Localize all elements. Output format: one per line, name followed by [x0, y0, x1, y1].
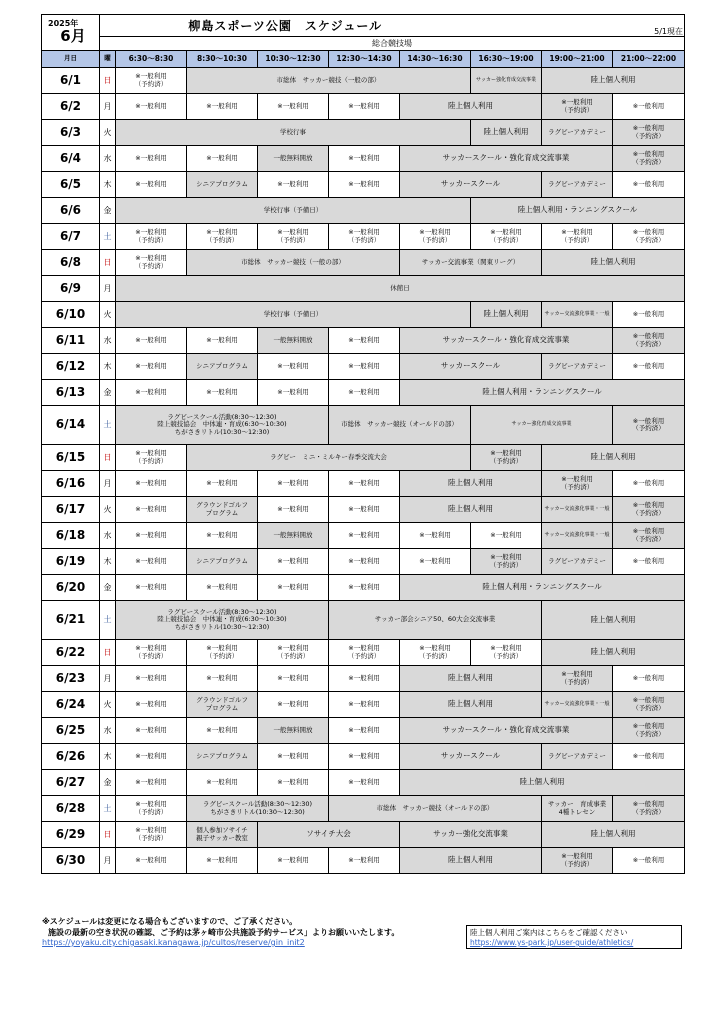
- schedule-cell: ラグビースクール活動(8:30～12:30) 陸上競技協会 中体連・育成(6:30～10:30) ちがさきリトル(10:30～12:30): [116, 406, 329, 445]
- date-cell: 6/13: [42, 380, 100, 406]
- schedule-cell: ※一般利用: [329, 744, 400, 770]
- schedule-row: [42, 575, 685, 601]
- schedule-cell: ※一般利用: [258, 666, 329, 692]
- schedule-row: [42, 302, 685, 328]
- date-cell: 6/17: [42, 497, 100, 523]
- schedule-cell: 一般無料開放: [258, 718, 329, 744]
- athletics-info-text: 陸上個人利用ご案内はこちらをご確認ください: [470, 928, 628, 937]
- schedule-cell: ラグビー ミニ・ミルキー春季交流大会: [187, 445, 471, 471]
- schedule-cell: ※一般利用: [613, 848, 685, 874]
- schedule-cell: ※一般利用: [329, 666, 400, 692]
- schedule-cell: ※一般利用 （予約済）: [542, 224, 613, 250]
- schedule-cell: ※一般利用: [258, 497, 329, 523]
- schedule-cell: シニアプログラム: [187, 549, 258, 575]
- date-cell: 6/1: [42, 68, 100, 94]
- schedule-row: [42, 549, 685, 575]
- slot-header: 10:30～12:30: [258, 51, 329, 68]
- schedule-cell: サッカー強化育成交流事業: [471, 68, 542, 94]
- schedule-cell: ※一般利用: [116, 666, 187, 692]
- schedule-cell: ※一般利用 （予約済）: [471, 445, 542, 471]
- schedule-cell: ※一般利用: [400, 523, 471, 549]
- schedule-cell: ラグビーアカデミー: [542, 354, 613, 380]
- weekday-cell: 日: [100, 250, 116, 276]
- schedule-cell: 市総体 サッカー競技（一般の部）: [187, 68, 471, 94]
- slot-header: 19:00～21:00: [542, 51, 613, 68]
- schedule-row: [42, 744, 685, 770]
- schedule-row: [42, 822, 685, 848]
- schedule-cell: ※一般利用 （予約済）: [542, 471, 613, 497]
- schedule-cell: ※一般利用: [329, 354, 400, 380]
- schedule-cell: ※一般利用: [187, 666, 258, 692]
- schedule-row: [42, 666, 685, 692]
- schedule-cell: 陸上個人利用: [400, 471, 542, 497]
- schedule-cell: ※一般利用: [258, 744, 329, 770]
- schedule-cell: ※一般利用: [329, 718, 400, 744]
- schedule-cell: 陸上個人利用: [400, 770, 685, 796]
- date-cell: 6/28: [42, 796, 100, 822]
- schedule-row: [42, 380, 685, 406]
- schedule-cell: ※一般利用: [613, 302, 685, 328]
- schedule-cell: ※一般利用 （予約済）: [116, 68, 187, 94]
- schedule-cell: ※一般利用: [116, 471, 187, 497]
- schedule-cell: ※一般利用: [329, 497, 400, 523]
- schedule-cell: サッカースクール・強化育成交流事業: [400, 718, 613, 744]
- schedule-cell: ※一般利用: [329, 94, 400, 120]
- schedule-cell: 学校行事: [116, 120, 471, 146]
- schedule-cell: 陸上個人利用: [400, 848, 542, 874]
- schedule-row: [42, 471, 685, 497]
- schedule-cell: 陸上個人利用: [471, 302, 542, 328]
- schedule-cell: シニアプログラム: [187, 172, 258, 198]
- schedule-cell: 学校行事（予備日）: [116, 198, 471, 224]
- schedule-cell: 陸上個人利用: [542, 445, 685, 471]
- weekday-cell: 月: [100, 666, 116, 692]
- schedule-cell: 陸上個人利用: [400, 666, 542, 692]
- schedule-cell: ※一般利用 （予約済）: [400, 640, 471, 666]
- weekday-cell: 水: [100, 718, 116, 744]
- schedule-cell: ※一般利用: [116, 718, 187, 744]
- schedule-cell: ※一般利用: [187, 718, 258, 744]
- date-cell: 6/10: [42, 302, 100, 328]
- schedule-cell: ※一般利用 （予約済）: [258, 640, 329, 666]
- weekday-cell: 土: [100, 224, 116, 250]
- schedule-cell: ※一般利用: [258, 94, 329, 120]
- schedule-cell: ※一般利用: [471, 523, 542, 549]
- schedule-row: [42, 250, 685, 276]
- date-cell: 6/8: [42, 250, 100, 276]
- schedule-row: [42, 94, 685, 120]
- slot-header: 12:30～14:30: [329, 51, 400, 68]
- schedule-cell: ※一般利用: [258, 549, 329, 575]
- schedule-row: [42, 601, 685, 640]
- schedule-cell: 市総体 サッカー競技（一般の部）: [187, 250, 400, 276]
- schedule-cell: ※一般利用: [258, 575, 329, 601]
- schedule-row: [42, 198, 685, 224]
- weekday-cell: 木: [100, 744, 116, 770]
- date-cell: 6/22: [42, 640, 100, 666]
- schedule-cell: ※一般利用: [329, 575, 400, 601]
- date-cell: 6/26: [42, 744, 100, 770]
- as-of-date: 5/1現在: [471, 15, 685, 37]
- schedule-cell: ※一般利用: [329, 770, 400, 796]
- schedule-cell: シニアプログラム: [187, 744, 258, 770]
- schedule-row: [42, 68, 685, 94]
- schedule-cell: ※一般利用: [329, 471, 400, 497]
- schedule-cell: ※一般利用: [116, 692, 187, 718]
- schedule-cell: ※一般利用: [187, 770, 258, 796]
- schedule-cell: サッカースクール: [400, 172, 542, 198]
- schedule-row: [42, 406, 685, 445]
- athletics-info-box: [466, 925, 682, 949]
- reservation-link[interactable]: https://yoyaku.city.chigasaki.kanagawa.jp/cultos/reserve/gin_init2: [42, 938, 305, 947]
- date-cell: 6/12: [42, 354, 100, 380]
- schedule-cell: ※一般利用: [116, 380, 187, 406]
- weekday-cell: 木: [100, 172, 116, 198]
- schedule-row: [42, 328, 685, 354]
- date-cell: 6/24: [42, 692, 100, 718]
- schedule-cell: ラグビーアカデミー: [542, 549, 613, 575]
- schedule-cell: ラグビーアカデミー: [542, 172, 613, 198]
- weekday-cell: 木: [100, 549, 116, 575]
- schedule-cell: ※一般利用: [258, 848, 329, 874]
- date-cell: 6/2: [42, 94, 100, 120]
- weekday-cell: 日: [100, 640, 116, 666]
- date-cell: 6/29: [42, 822, 100, 848]
- schedule-cell: ※一般利用: [329, 328, 400, 354]
- schedule-cell: 陸上個人利用: [400, 692, 542, 718]
- schedule-cell: ※一般利用 （予約済）: [258, 224, 329, 250]
- schedule-cell: ※一般利用 （予約済）: [471, 640, 542, 666]
- facility-name: 総合競技場: [100, 37, 685, 51]
- year-month-cell: [42, 15, 100, 51]
- schedule-cell: サッカー交流強化事業・一般: [542, 497, 613, 523]
- schedule-cell: ※一般利用: [116, 172, 187, 198]
- schedule-cell: ※一般利用 （予約済）: [116, 250, 187, 276]
- schedule-cell: ※一般利用 （予約済）: [116, 640, 187, 666]
- schedule-cell: 陸上個人利用: [542, 601, 685, 640]
- schedule-cell: サッカー交流強化事業・一般: [542, 523, 613, 549]
- schedule-cell: ※一般利用: [116, 744, 187, 770]
- schedule-row: [42, 172, 685, 198]
- schedule-cell: ※一般利用: [329, 146, 400, 172]
- schedule-cell: ※一般利用: [613, 172, 685, 198]
- schedule-cell: ラグビーアカデミー: [542, 120, 613, 146]
- schedule-cell: ラグビーアカデミー: [542, 744, 613, 770]
- schedule-cell: サッカー交流強化事業・一般: [542, 692, 613, 718]
- schedule-cell: ※一般利用: [329, 523, 400, 549]
- schedule-cell: サッカー交流事業（関東リーグ）: [400, 250, 542, 276]
- schedule-cell: ※一般利用: [187, 575, 258, 601]
- weekday-cell: 土: [100, 796, 116, 822]
- schedule-cell: ※一般利用 （予約済）: [187, 224, 258, 250]
- schedule-cell: ※一般利用: [400, 549, 471, 575]
- weekday-cell: 日: [100, 68, 116, 94]
- year-label: 2025年: [48, 19, 79, 29]
- schedule-cell: ※一般利用 （予約済）: [116, 445, 187, 471]
- schedule-row: [42, 354, 685, 380]
- schedule-cell: ※一般利用 （予約済）: [187, 640, 258, 666]
- schedule-cell: 市総体 サッカー競技（オールドの部）: [329, 796, 542, 822]
- weekday-cell: 土: [100, 601, 116, 640]
- schedule-cell: ※一般利用 （予約済）: [542, 848, 613, 874]
- date-cell: 6/7: [42, 224, 100, 250]
- schedule-cell: 陸上個人利用: [542, 822, 685, 848]
- date-cell: 6/21: [42, 601, 100, 640]
- schedule-cell: ※一般利用: [329, 549, 400, 575]
- date-cell: 6/11: [42, 328, 100, 354]
- date-cell: 6/19: [42, 549, 100, 575]
- schedule-cell: 陸上個人利用・ランニングスクール: [400, 380, 685, 406]
- date-cell: 6/3: [42, 120, 100, 146]
- schedule-cell: ※一般利用: [329, 692, 400, 718]
- schedule-cell: ※一般利用: [258, 471, 329, 497]
- schedule-row: [42, 718, 685, 744]
- schedule-cell: グラウンドゴルフ プログラム: [187, 692, 258, 718]
- schedule-cell: ※一般利用 （予約済）: [613, 224, 685, 250]
- schedule-cell: ※一般利用: [613, 94, 685, 120]
- schedule-cell: ※一般利用: [329, 380, 400, 406]
- schedule-cell: ※一般利用 （予約済）: [613, 497, 685, 523]
- title-cell: [100, 15, 471, 37]
- weekday-cell: 火: [100, 120, 116, 146]
- schedule-cell: ※一般利用: [613, 744, 685, 770]
- schedule-cell: ※一般利用: [116, 497, 187, 523]
- slot-header: 16:30～19:00: [471, 51, 542, 68]
- date-cell: 6/30: [42, 848, 100, 874]
- schedule-cell: ※一般利用: [116, 146, 187, 172]
- date-column-header: 月日: [42, 51, 100, 68]
- schedule-cell: ※一般利用: [258, 354, 329, 380]
- date-cell: 6/4: [42, 146, 100, 172]
- schedule-cell: サッカー交流強化事業・一般: [542, 302, 613, 328]
- date-cell: 6/18: [42, 523, 100, 549]
- schedule-cell: ※一般利用: [258, 380, 329, 406]
- column-header-row: [42, 51, 685, 68]
- schedule-cell: ※一般利用: [613, 666, 685, 692]
- schedule-cell: ※一般利用 （予約済）: [613, 796, 685, 822]
- weekday-cell: 日: [100, 822, 116, 848]
- schedule-cell: ※一般利用 （予約済）: [613, 328, 685, 354]
- schedule-row: [42, 497, 685, 523]
- schedule-row: [42, 146, 685, 172]
- schedule-cell: ※一般利用: [613, 549, 685, 575]
- schedule-cell: ラグビースクール活動(8:30～12:30) ちがさきリトル(10:30～12:30): [187, 796, 329, 822]
- date-cell: 6/23: [42, 666, 100, 692]
- schedule-cell: 陸上個人利用: [400, 497, 542, 523]
- schedule-cell: 陸上個人利用: [542, 250, 685, 276]
- date-cell: 6/27: [42, 770, 100, 796]
- weekday-cell: 水: [100, 328, 116, 354]
- schedule-change-note: ※スケジュールは変更になる場合もございますので、ご了承ください。: [42, 917, 298, 926]
- schedule-cell: 一般無料開放: [258, 523, 329, 549]
- date-cell: 6/14: [42, 406, 100, 445]
- weekday-cell: 月: [100, 471, 116, 497]
- weekday-cell: 金: [100, 380, 116, 406]
- date-cell: 6/9: [42, 276, 100, 302]
- schedule-cell: 陸上個人利用: [400, 94, 542, 120]
- date-cell: 6/5: [42, 172, 100, 198]
- schedule-cell: 一般無料開放: [258, 328, 329, 354]
- page-title: 柳島スポーツ公園 スケジュール: [188, 19, 383, 34]
- schedule-cell: ※一般利用 （予約済）: [613, 718, 685, 744]
- slot-header: 8:30～10:30: [187, 51, 258, 68]
- schedule-row: [42, 120, 685, 146]
- slot-header: 14:30～16:30: [400, 51, 471, 68]
- schedule-cell: ※一般利用 （予約済）: [613, 406, 685, 445]
- schedule-cell: ※一般利用: [187, 328, 258, 354]
- schedule-cell: グラウンドゴルフ プログラム: [187, 497, 258, 523]
- schedule-row: [42, 770, 685, 796]
- schedule-cell: シニアプログラム: [187, 354, 258, 380]
- schedule-cell: 休館日: [116, 276, 685, 302]
- date-cell: 6/6: [42, 198, 100, 224]
- schedule-cell: サッカー 育成事業 4種トレセン: [542, 796, 613, 822]
- schedule-cell: ※一般利用 （予約済）: [329, 640, 400, 666]
- schedule-cell: ※一般利用: [329, 848, 400, 874]
- schedule-cell: ※一般利用: [187, 146, 258, 172]
- weekday-cell: 日: [100, 445, 116, 471]
- schedule-cell: 個人参加ソサイチ 親子サッカー教室: [187, 822, 258, 848]
- reservation-note: 施設の最新の空き状況の確認、ご予約は茅ヶ崎市公共施設予約サービス」よりお願いいたします。: [48, 928, 400, 937]
- schedule-cell: ※一般利用 （予約済）: [116, 822, 187, 848]
- schedule-cell: ※一般利用 （予約済）: [542, 94, 613, 120]
- schedule-cell: サッカースクール・強化育成交流事業: [400, 328, 613, 354]
- schedule-cell: ※一般利用 （予約済）: [116, 796, 187, 822]
- schedule-cell: ※一般利用 （予約済）: [613, 120, 685, 146]
- weekday-cell: 火: [100, 497, 116, 523]
- schedule-cell: ※一般利用 （予約済）: [471, 549, 542, 575]
- weekday-cell: 土: [100, 406, 116, 445]
- schedule-cell: ※一般利用 （予約済）: [400, 224, 471, 250]
- schedule-cell: ※一般利用: [116, 549, 187, 575]
- schedule-cell: サッカー部会シニア50、60大会交流事業: [329, 601, 542, 640]
- schedule-table: [41, 14, 685, 874]
- schedule-row: [42, 224, 685, 250]
- weekday-cell: 月: [100, 276, 116, 302]
- schedule-cell: ※一般利用 （予約済）: [116, 224, 187, 250]
- weekday-cell: 月: [100, 94, 116, 120]
- schedule-cell: 陸上個人利用・ランニングスクール: [471, 198, 685, 224]
- weekday-cell: 火: [100, 692, 116, 718]
- schedule-cell: ※一般利用 （予約済）: [542, 666, 613, 692]
- schedule-cell: ※一般利用 （予約済）: [613, 146, 685, 172]
- schedule-cell: 陸上個人利用: [542, 68, 685, 94]
- schedule-cell: ※一般利用 （予約済）: [329, 224, 400, 250]
- weekday-cell: 火: [100, 302, 116, 328]
- schedule-cell: ※一般利用: [187, 380, 258, 406]
- schedule-cell: 学校行事（予備日）: [116, 302, 471, 328]
- schedule-cell: 一般無料開放: [258, 146, 329, 172]
- schedule-cell: ※一般利用: [116, 94, 187, 120]
- schedule-row: [42, 796, 685, 822]
- slot-header: 6:30～8:30: [116, 51, 187, 68]
- schedule-cell: サッカースクール: [400, 354, 542, 380]
- schedule-cell: ※一般利用 （予約済）: [613, 523, 685, 549]
- schedule-cell: ※一般利用: [116, 575, 187, 601]
- schedule-cell: ※一般利用: [116, 523, 187, 549]
- schedule-row: [42, 640, 685, 666]
- schedule-cell: ※一般利用: [613, 471, 685, 497]
- schedule-cell: ソサイチ大会: [258, 822, 400, 848]
- schedule-cell: ラグビースクール活動(8:30～12:30) 陸上競技協会 中体連・育成(6:30～10:30) ちがさきリトル(10:30～12:30): [116, 601, 329, 640]
- schedule-cell: サッカースクール: [400, 744, 542, 770]
- date-cell: 6/15: [42, 445, 100, 471]
- weekday-cell: 水: [100, 146, 116, 172]
- schedule-cell: ※一般利用: [116, 848, 187, 874]
- schedule-row: [42, 692, 685, 718]
- schedule-cell: ※一般利用: [329, 172, 400, 198]
- schedule-cell: サッカー強化育成交流事業: [471, 406, 613, 445]
- schedule-cell: ※一般利用: [187, 848, 258, 874]
- schedule-cell: 陸上個人利用: [542, 640, 685, 666]
- date-cell: 6/16: [42, 471, 100, 497]
- weekday-cell: 月: [100, 848, 116, 874]
- athletics-info-link[interactable]: https://www.ys-park.jp/user-guide/athletics/: [470, 938, 634, 947]
- schedule-row: [42, 848, 685, 874]
- slot-header: 21:00～22:00: [613, 51, 685, 68]
- date-cell: 6/20: [42, 575, 100, 601]
- schedule-row: [42, 445, 685, 471]
- weekday-column-header: 曜: [100, 51, 116, 68]
- schedule-cell: ※一般利用: [116, 770, 187, 796]
- schedule-cell: 陸上個人利用・ランニングスクール: [400, 575, 685, 601]
- schedule-row: [42, 523, 685, 549]
- schedule-cell: ※一般利用 （予約済）: [471, 224, 542, 250]
- schedule-cell: ※一般利用: [116, 328, 187, 354]
- schedule-cell: ※一般利用: [258, 692, 329, 718]
- weekday-cell: 金: [100, 198, 116, 224]
- schedule-cell: 陸上個人利用: [471, 120, 542, 146]
- schedule-cell: サッカー強化交流事業: [400, 822, 542, 848]
- date-cell: 6/25: [42, 718, 100, 744]
- schedule-cell: ※一般利用: [187, 94, 258, 120]
- schedule-cell: ※一般利用: [613, 354, 685, 380]
- schedule-cell: ※一般利用: [187, 471, 258, 497]
- schedule-cell: ※一般利用: [116, 354, 187, 380]
- weekday-cell: 金: [100, 575, 116, 601]
- weekday-cell: 木: [100, 354, 116, 380]
- month-label: 6月: [60, 27, 86, 46]
- schedule-cell: サッカースクール・強化育成交流事業: [400, 146, 613, 172]
- weekday-cell: 水: [100, 523, 116, 549]
- weekday-cell: 金: [100, 770, 116, 796]
- schedule-cell: ※一般利用 （予約済）: [613, 692, 685, 718]
- schedule-row: [42, 276, 685, 302]
- schedule-cell: ※一般利用: [187, 523, 258, 549]
- schedule-cell: 市総体 サッカー競技（オールドの部）: [329, 406, 471, 445]
- schedule-cell: ※一般利用: [258, 172, 329, 198]
- schedule-cell: ※一般利用: [258, 770, 329, 796]
